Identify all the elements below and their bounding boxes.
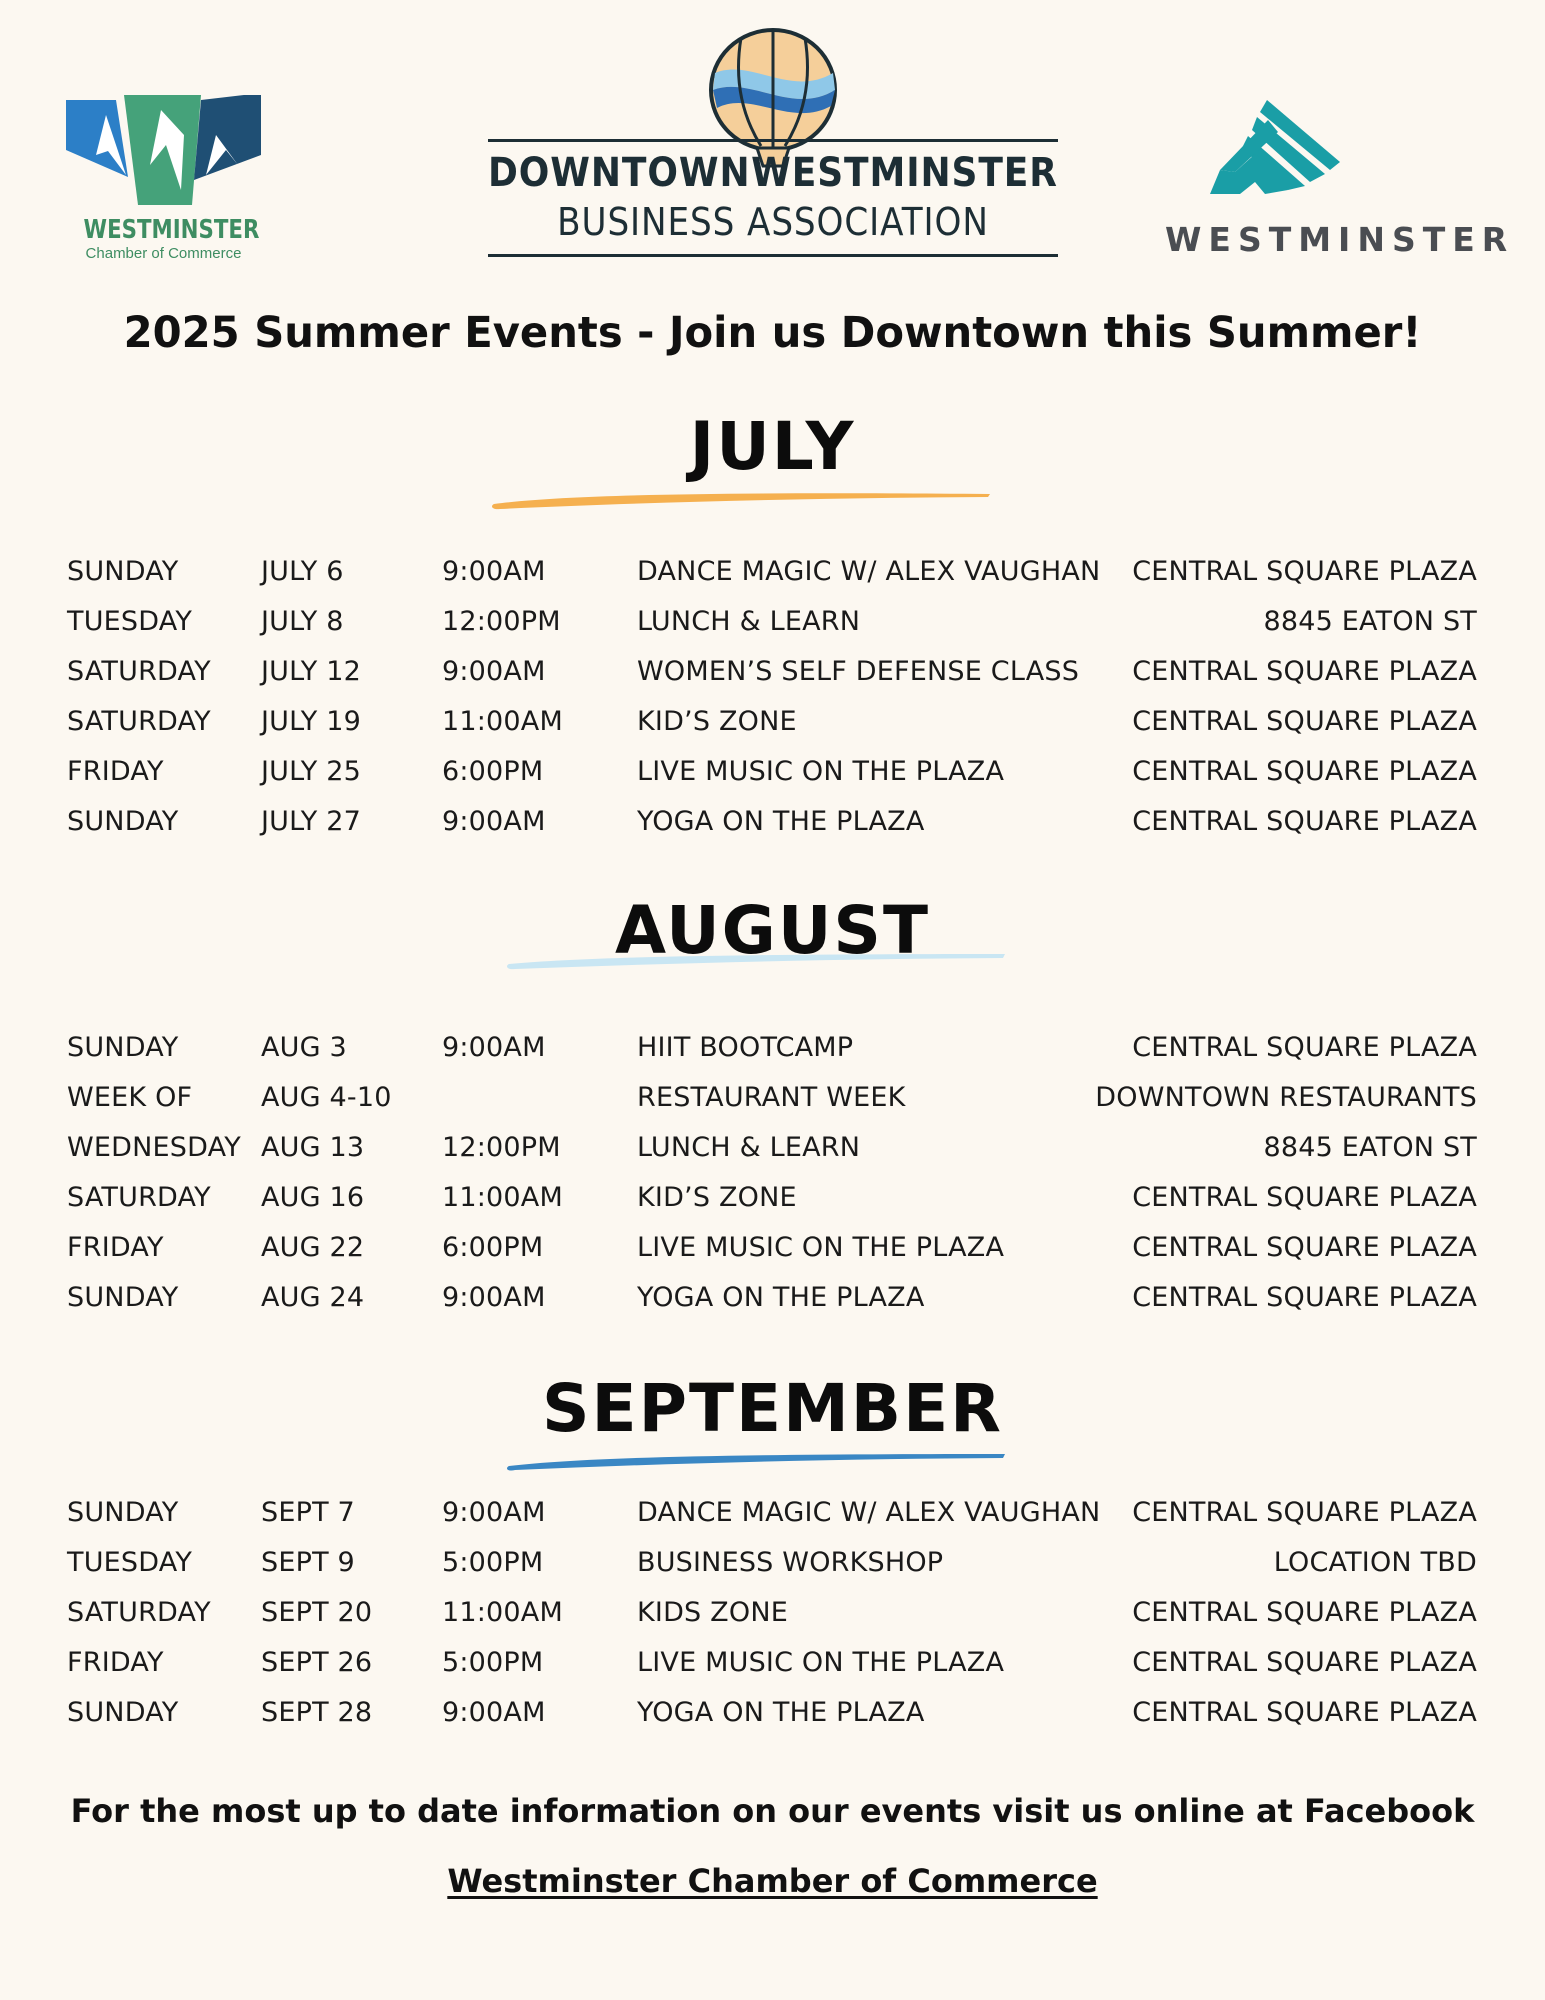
event-day: FRIDAY	[67, 1647, 164, 1678]
event-name: KID’S ZONE	[637, 1182, 797, 1213]
event-time: 11:00AM	[442, 1182, 563, 1213]
event-location: CENTRAL SQUARE PLAZA	[1132, 656, 1477, 687]
brush-underline-july	[490, 486, 995, 512]
event-date: AUG 24	[261, 1282, 365, 1313]
event-date: AUG 16	[261, 1182, 365, 1213]
city-of-westminster-logo	[1160, 92, 1515, 262]
event-row	[67, 604, 1477, 654]
event-date: SEPT 20	[261, 1597, 373, 1628]
event-time: 9:00AM	[442, 1282, 546, 1313]
event-row	[67, 1030, 1477, 1080]
event-row	[67, 1080, 1477, 1130]
event-day: TUESDAY	[67, 1547, 193, 1578]
event-day: SUNDAY	[67, 1497, 179, 1528]
event-day: TUESDAY	[67, 606, 193, 637]
event-name: DANCE MAGIC W/ ALEX VAUGHAN	[637, 1497, 1101, 1528]
event-row	[67, 1495, 1477, 1545]
downtown-westminster-business-association-logo	[488, 28, 1058, 260]
events-table-august	[67, 1030, 1477, 1330]
event-name: BUSINESS WORKSHOP	[637, 1547, 944, 1578]
event-date: SEPT 26	[261, 1647, 373, 1678]
chamber-name: WESTMINSTER	[83, 215, 260, 245]
event-name: YOGA ON THE PLAZA	[637, 1697, 925, 1728]
event-day: WEEK OF	[67, 1082, 193, 1113]
event-time: 9:00AM	[442, 1497, 546, 1528]
event-time: 11:00AM	[442, 706, 563, 737]
event-day: FRIDAY	[67, 1232, 164, 1263]
city-name: WESTMINSTER	[1165, 220, 1515, 259]
event-location: CENTRAL SQUARE PLAZA	[1132, 1282, 1477, 1313]
event-day: SUNDAY	[67, 1282, 179, 1313]
event-time: 5:00PM	[442, 1547, 544, 1578]
logo-rule-top	[488, 139, 1058, 142]
event-location: CENTRAL SQUARE PLAZA	[1132, 1597, 1477, 1628]
event-row	[67, 654, 1477, 704]
event-row	[67, 1230, 1477, 1280]
event-location: LOCATION TBD	[1273, 1547, 1477, 1578]
month-title-august: AUGUST	[615, 892, 930, 969]
event-row	[67, 554, 1477, 604]
event-time: 9:00AM	[442, 1697, 546, 1728]
event-date: JULY 6	[261, 556, 344, 587]
event-time: 12:00PM	[442, 606, 561, 637]
event-day: SUNDAY	[67, 1697, 179, 1728]
event-name: HIIT BOOTCAMP	[637, 1032, 854, 1063]
event-time: 11:00AM	[442, 1597, 563, 1628]
event-date: SEPT 9	[261, 1547, 355, 1578]
event-time: 6:00PM	[442, 756, 544, 787]
event-date: JULY 25	[261, 756, 362, 787]
event-location: CENTRAL SQUARE PLAZA	[1132, 1497, 1477, 1528]
event-row	[67, 1645, 1477, 1695]
event-location: DOWNTOWN RESTAURANTS	[1095, 1082, 1477, 1113]
page-headline: 2025 Summer Events - Join us Downtown this Summer!	[123, 308, 1422, 358]
event-day: SATURDAY	[67, 656, 211, 687]
event-location: CENTRAL SQUARE PLAZA	[1132, 706, 1477, 737]
event-date: SEPT 28	[261, 1697, 373, 1728]
event-name: RESTAURANT WEEK	[637, 1082, 906, 1113]
event-time: 9:00AM	[442, 656, 546, 687]
event-name: LIVE MUSIC ON THE PLAZA	[637, 1232, 1005, 1263]
event-row	[67, 1695, 1477, 1745]
event-time: 9:00AM	[442, 556, 546, 587]
month-title-july: JULY	[689, 408, 856, 485]
event-date: JULY 27	[261, 806, 362, 837]
event-name: KID’S ZONE	[637, 706, 797, 737]
event-row	[67, 1595, 1477, 1645]
event-location: CENTRAL SQUARE PLAZA	[1132, 1697, 1477, 1728]
event-date: AUG 22	[261, 1232, 365, 1263]
event-name: YOGA ON THE PLAZA	[637, 806, 925, 837]
event-time: 9:00AM	[442, 806, 546, 837]
events-table-september	[67, 1495, 1477, 1745]
event-row	[67, 1130, 1477, 1180]
event-time: 5:00PM	[442, 1647, 544, 1678]
brush-stroke-september	[507, 1454, 1005, 1471]
event-name: LUNCH & LEARN	[637, 1132, 861, 1163]
event-row	[67, 1280, 1477, 1330]
chamber-of-commerce-link[interactable]: Westminster Chamber of Commerce	[447, 1862, 1098, 1900]
event-name: LIVE MUSIC ON THE PLAZA	[637, 1647, 1005, 1678]
event-name: KIDS ZONE	[637, 1597, 788, 1628]
event-name: WOMEN’S SELF DEFENSE CLASS	[637, 656, 1080, 687]
event-day: WEDNESDAY	[67, 1132, 241, 1163]
event-day: SUNDAY	[67, 806, 179, 837]
event-location: CENTRAL SQUARE PLAZA	[1132, 1232, 1477, 1263]
event-location: CENTRAL SQUARE PLAZA	[1132, 556, 1477, 587]
mountain-banner-icon	[66, 95, 261, 215]
event-location: CENTRAL SQUARE PLAZA	[1132, 1032, 1477, 1063]
event-time: 12:00PM	[442, 1132, 561, 1163]
event-location: CENTRAL SQUARE PLAZA	[1132, 806, 1477, 837]
brush-underline-september	[505, 1450, 1010, 1474]
chamber-of-commerce-logo	[66, 95, 261, 265]
event-row	[67, 704, 1477, 754]
events-table-july	[67, 554, 1477, 854]
event-location: CENTRAL SQUARE PLAZA	[1132, 1182, 1477, 1213]
event-location: 8845 EATON ST	[1263, 1132, 1477, 1163]
event-date: AUG 3	[261, 1032, 347, 1063]
event-row	[67, 804, 1477, 854]
logo-rule-bottom	[488, 254, 1058, 257]
event-row	[67, 1180, 1477, 1230]
event-date: AUG 13	[261, 1132, 365, 1163]
chamber-subtitle: Chamber of Commerce	[85, 245, 242, 262]
event-row	[67, 754, 1477, 804]
logo-business-association: BUSINESS ASSOCIATION	[557, 200, 989, 244]
event-date: JULY 19	[261, 706, 362, 737]
event-day: SATURDAY	[67, 706, 211, 737]
event-name: YOGA ON THE PLAZA	[637, 1282, 925, 1313]
month-title-september: SEPTEMBER	[542, 1370, 1003, 1447]
event-day: SATURDAY	[67, 1597, 211, 1628]
event-name: LIVE MUSIC ON THE PLAZA	[637, 756, 1005, 787]
event-day: SUNDAY	[67, 556, 179, 587]
event-date: SEPT 7	[261, 1497, 355, 1528]
brush-stroke-july	[492, 493, 990, 509]
event-row	[67, 1545, 1477, 1595]
logo-word-westminster: WESTMINSTER	[751, 150, 1058, 196]
event-name: LUNCH & LEARN	[637, 606, 861, 637]
event-location: CENTRAL SQUARE PLAZA	[1132, 756, 1477, 787]
event-date: JULY 12	[261, 656, 362, 687]
logo-word-downtown: DOWNTOWN	[488, 150, 751, 196]
event-day: SATURDAY	[67, 1182, 211, 1213]
event-time: 6:00PM	[442, 1232, 544, 1263]
event-date: JULY 8	[261, 606, 344, 637]
event-location: 8845 EATON ST	[1263, 606, 1477, 637]
event-name: DANCE MAGIC W/ ALEX VAUGHAN	[637, 556, 1101, 587]
event-time: 9:00AM	[442, 1032, 546, 1063]
footer-info-text: For the most up to date information on our events visit us online at Facebook	[70, 1792, 1475, 1830]
event-location: CENTRAL SQUARE PLAZA	[1132, 1647, 1477, 1678]
event-day: FRIDAY	[67, 756, 164, 787]
city-stripes-icon	[1160, 92, 1485, 202]
event-date: AUG 4-10	[261, 1082, 392, 1113]
event-day: SUNDAY	[67, 1032, 179, 1063]
